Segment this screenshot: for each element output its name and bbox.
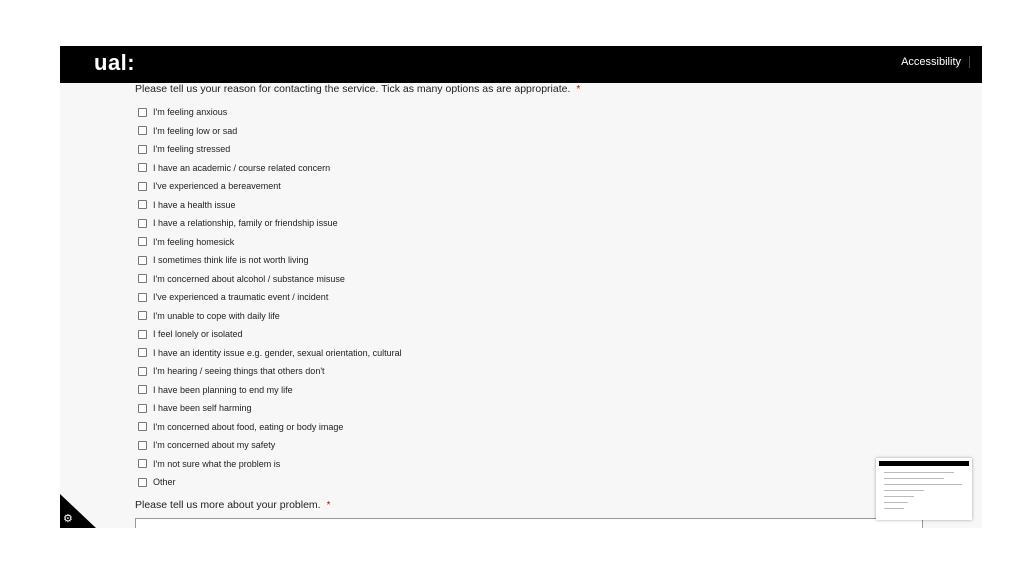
thumbnail-line bbox=[884, 472, 954, 473]
reason-option[interactable] bbox=[138, 251, 402, 270]
checkbox[interactable] bbox=[138, 385, 147, 394]
app-window bbox=[60, 46, 982, 528]
header-bar bbox=[60, 46, 982, 83]
thumbnail-line bbox=[884, 496, 914, 497]
checkbox[interactable] bbox=[138, 145, 147, 154]
reason-option[interactable] bbox=[138, 196, 402, 215]
checkbox[interactable] bbox=[138, 311, 147, 320]
thumbnail-line bbox=[884, 478, 944, 479]
reason-question-text: Please tell us your reason for contacting the service. Tick as many options as are appropriate. bbox=[135, 83, 571, 95]
reason-options-list bbox=[138, 103, 402, 492]
checkbox[interactable] bbox=[138, 478, 147, 487]
reason-option[interactable] bbox=[138, 140, 402, 159]
option-label: I have a relationship, family or friendship issue bbox=[153, 218, 338, 229]
thumbnail-line bbox=[884, 502, 908, 503]
gear-icon[interactable]: ⚙ bbox=[63, 513, 73, 525]
reason-option[interactable] bbox=[138, 362, 402, 381]
checkbox[interactable] bbox=[138, 126, 147, 135]
reason-option[interactable] bbox=[138, 418, 402, 437]
checkbox[interactable] bbox=[138, 182, 147, 191]
reason-option[interactable] bbox=[138, 473, 402, 492]
thumbnail-line bbox=[884, 508, 904, 509]
option-label: I'm feeling stressed bbox=[153, 144, 231, 155]
checkbox[interactable] bbox=[138, 404, 147, 413]
reason-option[interactable] bbox=[138, 399, 402, 418]
reason-option[interactable] bbox=[138, 325, 402, 344]
problem-question-label bbox=[135, 499, 331, 511]
ual-logo[interactable]: ual: bbox=[94, 50, 136, 75]
page-thumbnail[interactable] bbox=[876, 458, 972, 520]
option-label: I've experienced a bereavement bbox=[153, 181, 281, 192]
checkbox[interactable] bbox=[138, 274, 147, 283]
reason-option[interactable] bbox=[138, 233, 402, 252]
thumbnail-line bbox=[884, 484, 962, 485]
accessibility-link[interactable]: Accessibility bbox=[901, 56, 970, 68]
option-label: I've experienced a traumatic event / incident bbox=[153, 292, 329, 303]
checkbox[interactable] bbox=[138, 200, 147, 209]
option-label: I'm feeling anxious bbox=[153, 107, 228, 118]
reason-option[interactable] bbox=[138, 381, 402, 400]
option-label: I sometimes think life is not worth living bbox=[153, 255, 309, 266]
reason-option[interactable] bbox=[138, 177, 402, 196]
checkbox[interactable] bbox=[138, 422, 147, 431]
reason-option[interactable] bbox=[138, 455, 402, 474]
thumbnail-line bbox=[884, 490, 924, 491]
reason-option[interactable] bbox=[138, 103, 402, 122]
option-label: I have been self harming bbox=[153, 403, 252, 414]
option-label: I'm concerned about alcohol / substance misuse bbox=[153, 273, 345, 284]
reason-option[interactable] bbox=[138, 214, 402, 233]
option-label: I'm feeling low or sad bbox=[153, 125, 238, 136]
problem-question-text: Please tell us more about your problem. bbox=[135, 499, 321, 511]
checkbox[interactable] bbox=[138, 330, 147, 339]
checkbox[interactable] bbox=[138, 256, 147, 265]
reason-option[interactable] bbox=[138, 344, 402, 363]
option-label: I have been planning to end my life bbox=[153, 384, 293, 395]
option-label: I have an identity issue e.g. gender, sexual orientation, cultural bbox=[153, 347, 402, 358]
option-label: I'm unable to cope with daily life bbox=[153, 310, 280, 321]
option-label: I have a health issue bbox=[153, 199, 236, 210]
option-label: I'm hearing / seeing things that others don't bbox=[153, 366, 325, 377]
reason-option[interactable] bbox=[138, 159, 402, 178]
checkbox[interactable] bbox=[138, 459, 147, 468]
required-marker: * bbox=[326, 500, 331, 511]
option-label: I'm concerned about my safety bbox=[153, 440, 276, 451]
thumbnail-header bbox=[879, 461, 969, 466]
checkbox[interactable] bbox=[138, 163, 147, 172]
option-label: I'm concerned about food, eating or body image bbox=[153, 421, 344, 432]
checkbox[interactable] bbox=[138, 237, 147, 246]
reason-question-label bbox=[135, 83, 580, 95]
checkbox[interactable] bbox=[138, 108, 147, 117]
checkbox[interactable] bbox=[138, 348, 147, 357]
option-label: I'm feeling homesick bbox=[153, 236, 235, 247]
reason-option[interactable] bbox=[138, 122, 402, 141]
checkbox[interactable] bbox=[138, 293, 147, 302]
option-label: I feel lonely or isolated bbox=[153, 329, 243, 340]
reason-option[interactable] bbox=[138, 436, 402, 455]
reason-option[interactable] bbox=[138, 307, 402, 326]
checkbox[interactable] bbox=[138, 219, 147, 228]
option-label: I'm not sure what the problem is bbox=[153, 458, 281, 469]
option-label: I have an academic / course related concern bbox=[153, 162, 331, 173]
checkbox[interactable] bbox=[138, 441, 147, 450]
reason-option[interactable] bbox=[138, 270, 402, 289]
checkbox[interactable] bbox=[138, 367, 147, 376]
problem-textarea[interactable] bbox=[135, 518, 923, 528]
option-label: Other bbox=[153, 477, 176, 488]
required-marker: * bbox=[576, 84, 581, 95]
reason-option[interactable] bbox=[138, 288, 402, 307]
